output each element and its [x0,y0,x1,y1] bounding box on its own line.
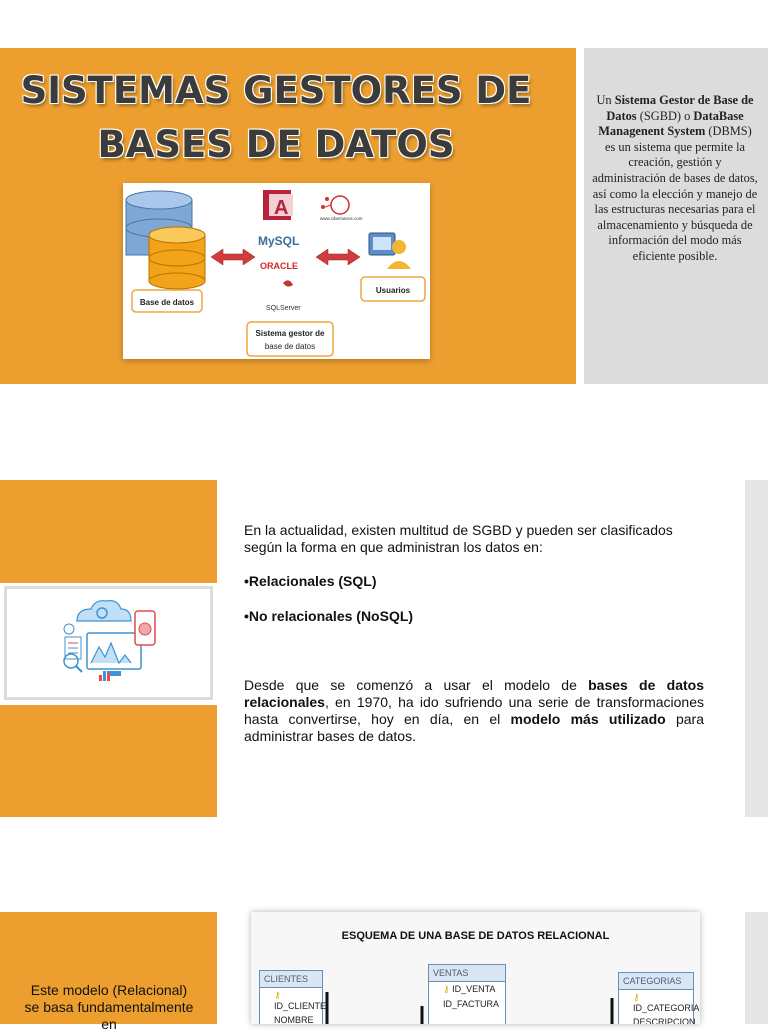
history-bold-1: bases de datos relacionales [244,677,704,710]
title-line-1: SISTEMAS GESTORES DE [20,69,532,112]
table-header: CATEGORIAS [619,973,693,990]
users-label: Usuarios [375,286,411,295]
database-icon [126,191,205,289]
access-logo-icon [263,190,293,220]
table-field: NOMBRE [274,1015,314,1024]
history-part: , en 1970, ha ido sufriendo una serie de transformaciones hasta convertirse, hoy en día, en el [244,694,704,727]
definition-text [592,93,758,265]
history-paragraph [244,677,704,745]
history-part: Desde que se comenzó a usar el modelo de [244,677,589,693]
key-icon: ⚷ [443,984,453,994]
definition-term-sgbd: Sistema Gestor de Base de Datos [606,93,754,123]
definition-part: Un [596,93,615,107]
intro-paragraph: En la actualidad, existen multitud de SGBD y pueden ser clasificados según la forma en que administran los datos en: [244,522,673,555]
database-illustration-icon [7,589,210,697]
list-item-relational: •Relacionales (SQL) [244,573,377,589]
key-icon: ⚷ [274,990,281,1000]
history-bold-2: modelo más utilizado [510,711,666,727]
dbms-diagram-graphic [123,183,430,359]
manager-label-2: base de datos [264,342,316,351]
history-part: para administrar bases de datos. [244,711,704,744]
relationship-lines [251,912,700,1024]
relational-schema-image [251,912,700,1024]
schema-title: ESQUEMA DE UNA BASE DE DATOS RELACIONAL [341,930,610,942]
list-item-nonrelational: •No relacionales (NoSQL) [244,608,414,624]
field-label: ID_CATEGORIA [633,1003,700,1013]
db-label: Base de datos [139,298,195,307]
double-arrow-right-icon [316,249,360,265]
field-label: ID_VENTA [452,984,496,994]
manager-label-1: Sistema gestor de [255,329,325,338]
relational-model-text: Este modelo (Relacional) se basa fundamentalmente en [24,982,194,1032]
table-header: CLIENTES [260,971,322,988]
svg-text:A: A [274,197,289,219]
user-computer-icon [369,233,411,269]
network-logo-icon [321,196,349,214]
sqlserver-logo-icon [283,280,293,286]
logo-url: www.cibernanos.com [320,216,363,221]
table-field: DESCRIPCION [633,1017,696,1024]
accent-block-bottom [0,705,217,817]
double-arrow-left-icon [211,249,255,265]
field-label: ID_CLIENTE [274,1001,327,1011]
definition-part: (DBMS) es un sistema que permite la creación, gestión y administración de bases de datos, así como la elección y manejo de las estructuras necesarias para el almacenamiento y búsqueda de información del modo más eficiente posible. [592,124,758,263]
title-line-2: BASES DE DATOS [97,123,455,166]
table-field: ID_FACTURA [443,999,500,1009]
definition-term-dbms: DataBase Managenent System [598,108,744,139]
illustration-card [4,586,213,700]
side-panel-3 [745,912,768,1024]
side-panel-2 [745,480,768,817]
mysql-logo: MySQL [258,234,300,248]
page-title [0,64,552,172]
classification-text [244,522,704,745]
accent-block-top [0,480,217,583]
oracle-logo: ORACLE [260,261,298,271]
key-icon: ⚷ [633,992,640,1002]
dbms-diagram [123,183,430,359]
table-header: VENTAS [429,965,505,982]
definition-part: (SGBD) o [636,108,694,123]
sqlserver-logo: SQLServer [266,305,301,312]
